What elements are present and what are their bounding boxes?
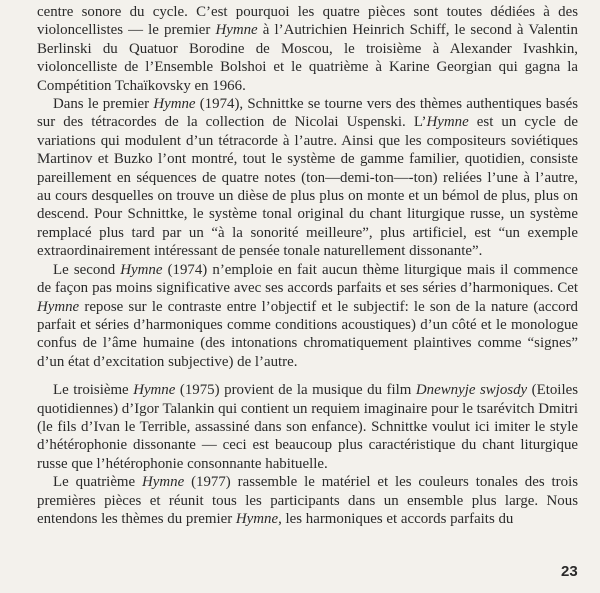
text-run: Dans le premier [53, 96, 154, 113]
italic-text: Dnewnyje swjosdy [415, 382, 528, 399]
text-run: (1975) provient de la musique du film [175, 382, 416, 399]
italic-text: Hymne [426, 114, 469, 131]
text-run: Le quatrième [53, 474, 143, 491]
text-run: (Etoiles quotidiennes) d’Igor Talankin qui contient un requiem imaginaire pour le tsarévitch Dmitri (le fils d’Ivan le Terrible, assassiné dans son enfance). Schnittke voulut ici imiter le style d’hétérophonie dissonante — ceci est beaucoup plus caractéristique du chant liturgique russe que l’hétérophonie consonnante habituelle. [37, 382, 578, 472]
italic-text: Hymne [120, 261, 163, 278]
italic-text: Hymne [142, 474, 185, 491]
text-run: Le troisième [53, 382, 134, 399]
italic-text: Hymne [215, 22, 258, 39]
text-run: , les harmoniques et accords parfaits du [278, 510, 514, 527]
text-run: centre sonore du cycle. C’est pourquoi les quatre pièces sont toutes dédiées à des violoncellistes — le premier [37, 4, 578, 39]
text-run: est un cycle de variations qui modulent d’un tétracorde à l’autre. Ainsi que les compositeurs soviétiques Martinov et Buzko l’ont montré, tout le système de gamme familier, quotidien, consiste pareillement en séquences de quatre notes (ton—demi-ton—-ton) reliées l’une à l’autre, au cours desquelles on trouve un dièse de plus plus on monte et un bémol de plus, plus on descend. Pour Schnittke, le système tonal original du chant liturgique russe, un système remplacé plus tard par un “à la sonorité meilleure”, plus artificiel, est “un exemple extraordinairement intéressant de pensée tonale naturellement dissonante”. [37, 114, 578, 260]
italic-text: Hymne [235, 510, 279, 527]
text-run: (1974) n’emploie en fait aucun thème liturgique mais il commence de façon pas moins significative avec ses accords parfaits et ses séries d’harmoniques. Cet [37, 261, 578, 297]
text-run: à l’Autrichien Heinrich Schiff, le second à Valentin Berlinski du Quatuor Borodine de Moscou, le troisième à Alexander Ivashkin, violoncelliste de l’Ensemble Bolshoi et le quatrième à Karine Georgian qui gagna la Compétition Tchaïkovsky en 1966. [37, 22, 578, 94]
paragraph [37, 473, 578, 528]
italic-text: Hymne [153, 96, 196, 113]
page-number: 23 [561, 563, 578, 580]
paragraph [37, 3, 578, 95]
paragraph [37, 381, 578, 473]
body-text [37, 3, 578, 528]
paragraph [37, 95, 578, 261]
text-run: repose sur le contraste entre l’objectif et le subjectif: le son de la nature (accord parfait et séries d’harmoniques comme conditions acoustiques) d’un côté et le monologue confus de l’âme humaine (des intonations chromatiquement plaintives comme “signes” d’un état d’excitation subjective) de l’autre. [37, 298, 578, 370]
italic-text: Hymne [133, 382, 176, 399]
italic-text: Hymne [37, 298, 80, 315]
text-run: Le second [53, 261, 121, 278]
paragraph [37, 261, 578, 371]
text-run: (1974), Schnittke se tourne vers des thèmes authentiques basés sur des tétracordes de la collection de Nicolai Uspenski. L’ [37, 96, 578, 131]
text-run: (1977) rassemble le matériel et les couleurs tonales des trois premières pièces et réunit tous les participants dans un ensemble plus large. Nous entendons les thèmes du premier [37, 474, 579, 527]
